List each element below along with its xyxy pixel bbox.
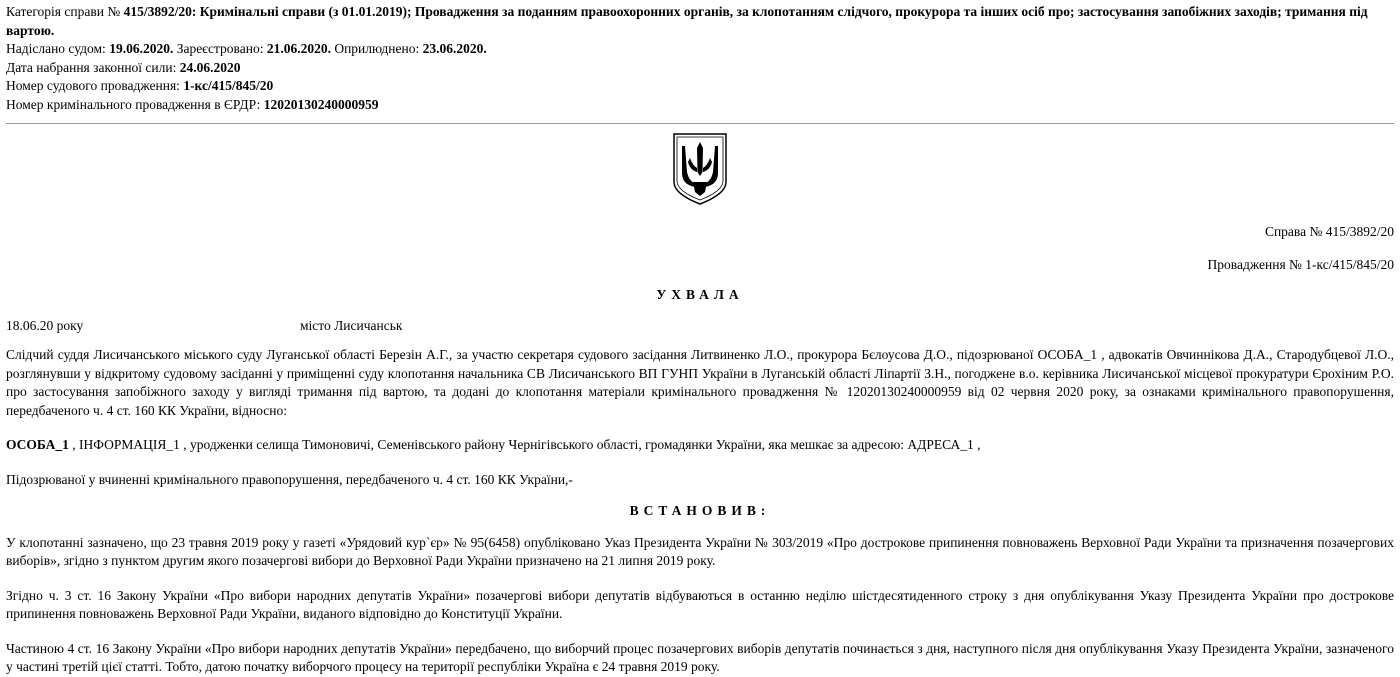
ruling-date: 18.06.20 року xyxy=(6,317,84,333)
ruling-title: УХВАЛА xyxy=(656,287,744,302)
paragraph-1: У клопотанні зазначено, що 23 травня 2019 року у газеті «Урядовий кур`єр» № 95(6458) опубліковано Указ Президента України № 303/2019 «Про дострокове припинення повноважень Верховної Ради України та призначення позачергових виборів», згідно з пунктом другим якого позачергові вибори до Верховної Ради України призначено на 21 липня 2019 року. xyxy=(6,534,1394,568)
case-dates: Надіслано судом: 19.06.2020. Зареєстровано: 21.06.2020. Оприлюднено: 23.06.2020. xyxy=(6,41,487,56)
proceeding-number: Провадження № 1-кс/415/845/20 xyxy=(1207,256,1394,272)
paragraph-2: Згідно ч. 3 ст. 16 Закону України «Про вибори народних депутатів України» позачергові вибори депутатів відбуваються в останню неділю шістдесятиденного строку з дня опублікування Указу Президента України про дострокове припинення повноважень Верховної Ради України, виданого відповідно до Конституції України. xyxy=(6,587,1394,621)
case-metadata xyxy=(0,0,1400,114)
suspect-paragraph: Підозрюваної у вчиненні кримінального правопорушення, передбаченого ч. 4 ст. 160 КК України,- xyxy=(6,471,573,487)
ruling-city: місто Лисичанськ xyxy=(300,317,403,333)
emblem-container xyxy=(0,132,1400,208)
ukraine-trident-emblem-icon xyxy=(671,132,729,206)
effective-date: Дата набрання законної сили: 24.06.2020 xyxy=(6,59,241,75)
date-line xyxy=(0,317,1400,336)
header-divider xyxy=(6,123,1394,124)
paragraph-3: Частиною 4 ст. 16 Закону України «Про вибори народних депутатів України» передбачено, що виборчий процес позачергових виборів депутатів починається з дня, наступного після дня опублікування Указу Президента України, зазначеного у частині третій цієї статті. Тобто, датою початку виборчого процесу на території республіки Україна є 24 травня 2019 року. xyxy=(6,640,1394,674)
court-proceeding-number: Номер судового провадження: 1-кс/415/845/20 xyxy=(6,78,274,93)
person-paragraph: ОСОБА_1 , ІНФОРМАЦІЯ_1 , уродженки селища Тимоновичі, Семенівського району Чернігівського області, громадянки України, яка мешкає за адресою: АДРЕСА_1 , xyxy=(6,437,981,452)
intro-paragraph: Слідчий суддя Лисичанського міського суду Луганської області Березін А.Г., за участю секретаря судового засідання Литвиненко Л.О., прокурора Бєлоусова Д.О., підозрюваної ОСОБА_1 , адвокатів Овчиннікова Д.А., Стародубцевої Л.О., розглянувши у відкритому судовому засіданні у приміщенні суду клопотання начальника СВ Лисичанського ВП ГУНП України в Луганській області Ліпартії З.Н., погоджене в.о. керівника Лисичанської місцевої прокуратури Єрохіним Р.О. про застосування запобіжного заходу у вигляді тримання під вартою, та додані до клопотання матеріали кримінального провадження № 12020130240000959 від 02 червня 2020 року, за ознаками кримінального правопорушення, передбаченого ч. 4 ст. 160 КК України, відносно: xyxy=(6,347,1394,418)
case-number: Справа № 415/3892/20 xyxy=(1264,224,1394,239)
established-title: ВСТАНОВИВ: xyxy=(629,503,771,518)
erdr-number: Номер кримінального провадження в ЄРДР: 12020130240000959 xyxy=(6,96,379,112)
case-category: Категорія справи № 415/3892/20: Кримінальні справи (з 01.01.2019); Провадження за поданням правоохоронних органів, за клопотанням слідчого, прокурора та інших осіб про; застосування запобіжних заходів; тримання під вартою. xyxy=(6,4,1368,38)
